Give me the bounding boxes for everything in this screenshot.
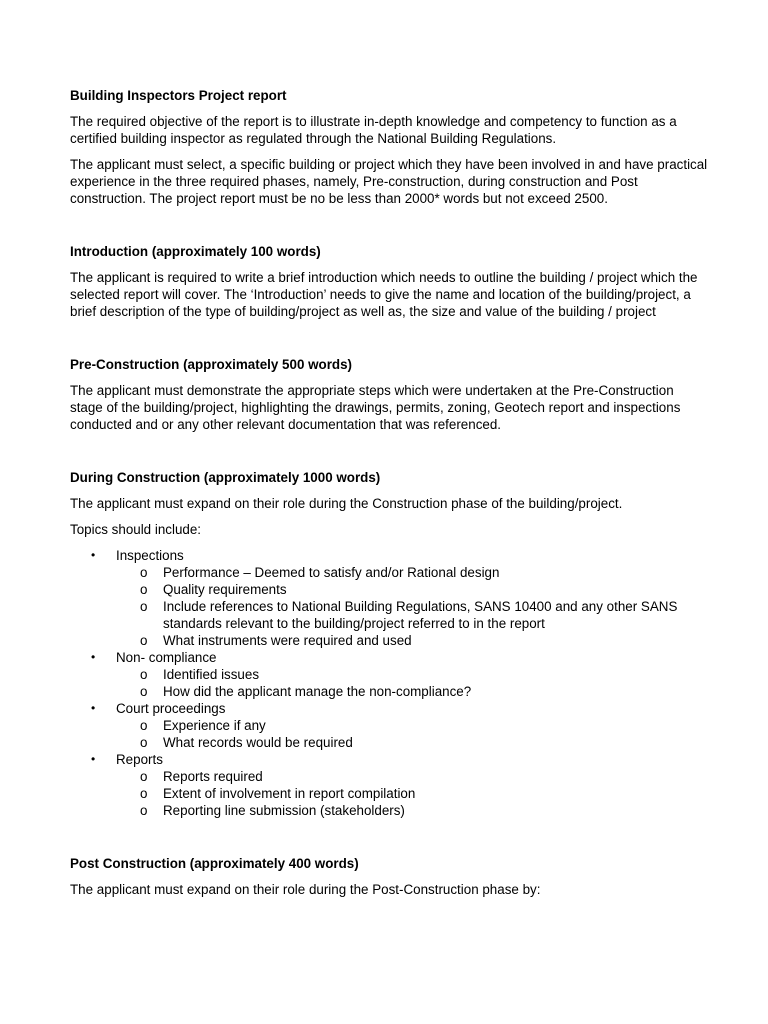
bullet-icon: • (91, 752, 96, 766)
sub-topic-item (116, 683, 710, 700)
section-spacer (70, 216, 710, 243)
sub-bullet-icon: o (140, 735, 148, 750)
topic-label: Reports (116, 752, 163, 767)
sub-topics-list (116, 768, 710, 819)
sub-topic-item (116, 768, 710, 785)
sub-topic-label: Extent of involvement in report compilation (163, 786, 416, 801)
pre-construction-heading: Pre-Construction (approximately 500 words) (70, 357, 353, 372)
sub-topic-label: What records would be required (163, 735, 353, 750)
sub-bullet-icon: o (140, 582, 148, 597)
sub-topic-item (116, 598, 710, 632)
section-spacer (70, 819, 710, 855)
sub-topic-item (116, 785, 710, 802)
sub-topic-item (116, 581, 710, 598)
topic-item-court-proceedings (70, 700, 710, 751)
sub-topic-label: Identified issues (163, 667, 260, 682)
bullet-icon: • (91, 701, 96, 715)
sub-topic-label: Include references to National Building Regulations, SANS 10400 and any other SANS standards relevant to the building/project referred to in the report (163, 599, 678, 631)
sub-topic-label: What instruments were required and used (163, 633, 412, 648)
document-body (70, 87, 710, 907)
sub-topics-list (116, 666, 710, 700)
sub-topics-list (116, 717, 710, 751)
section-spacer (70, 442, 710, 469)
bullet-icon: • (91, 650, 96, 664)
introduction-heading: Introduction (approximately 100 words) (70, 244, 321, 259)
objective-paragraph: The required objective of the report is to illustrate in-depth knowledge and competency to function as a certified building inspector as regulated through the National Building Regulations. (70, 114, 677, 146)
sub-topic-item (116, 666, 710, 683)
sub-bullet-icon: o (140, 667, 148, 682)
selection-paragraph: The applicant must select, a specific building or project which they have been involved in and have practical experience in the three required phases, namely, Pre-construction, during construction and Post construction. The project report must be no be less than 2000* words but not exceed 2500. (70, 157, 708, 206)
pre-construction-paragraph: The applicant must demonstrate the appropriate steps which were undertaken at the Pre-Construction stage of the building/project, highlighting the drawings, permits, zoning, Geotech report and inspections conducted and or any other relevant documentation that was referenced. (70, 383, 681, 432)
sub-bullet-icon: o (140, 565, 148, 580)
sub-topic-item (116, 734, 710, 751)
post-construction-heading: Post Construction (approximately 400 words) (70, 856, 359, 871)
topic-item-inspections (70, 547, 710, 649)
sub-topic-label: Quality requirements (163, 582, 287, 597)
post-construction-paragraph: The applicant must expand on their role during the Post-Construction phase by: (70, 882, 541, 897)
topic-item-reports (70, 751, 710, 819)
sub-bullet-icon: o (140, 684, 148, 699)
topics-label: Topics should include: (70, 522, 202, 537)
sub-topic-label: How did the applicant manage the non-compliance? (163, 684, 472, 699)
sub-topics-list (116, 564, 710, 649)
sub-topic-item (116, 564, 710, 581)
sub-bullet-icon: o (140, 803, 148, 818)
bullet-icon: • (91, 548, 96, 562)
section-spacer (70, 329, 710, 356)
topic-label: Court proceedings (116, 701, 226, 716)
topic-label: Non- compliance (116, 650, 217, 665)
sub-topic-item (116, 802, 710, 819)
during-construction-paragraph: The applicant must expand on their role during the Construction phase of the building/project. (70, 496, 623, 511)
sub-topic-label: Reports required (163, 769, 263, 784)
sub-topic-item (116, 632, 710, 649)
sub-topic-label: Reporting line submission (stakeholders) (163, 803, 405, 818)
introduction-paragraph: The applicant is required to write a brief introduction which needs to outline the building / project which the selected report will cover. The ‘Introduction’ needs to give the name and location of the building/project, a brief description of the type of building/project as well as, the size and value of the building / project (70, 270, 698, 319)
sub-bullet-icon: o (140, 718, 148, 733)
sub-topic-label: Performance – Deemed to satisfy and/or Rational design (163, 565, 500, 580)
document-title: Building Inspectors Project report (70, 88, 287, 103)
sub-bullet-icon: o (140, 769, 148, 784)
sub-bullet-icon: o (140, 599, 148, 614)
during-construction-heading: During Construction (approximately 1000 words) (70, 470, 381, 485)
sub-topic-label: Experience if any (163, 718, 266, 733)
topic-label: Inspections (116, 548, 184, 563)
sub-bullet-icon: o (140, 786, 148, 801)
sub-bullet-icon: o (140, 633, 148, 648)
topic-item-non-compliance (70, 649, 710, 700)
sub-topic-item (116, 717, 710, 734)
topics-list (70, 547, 710, 819)
